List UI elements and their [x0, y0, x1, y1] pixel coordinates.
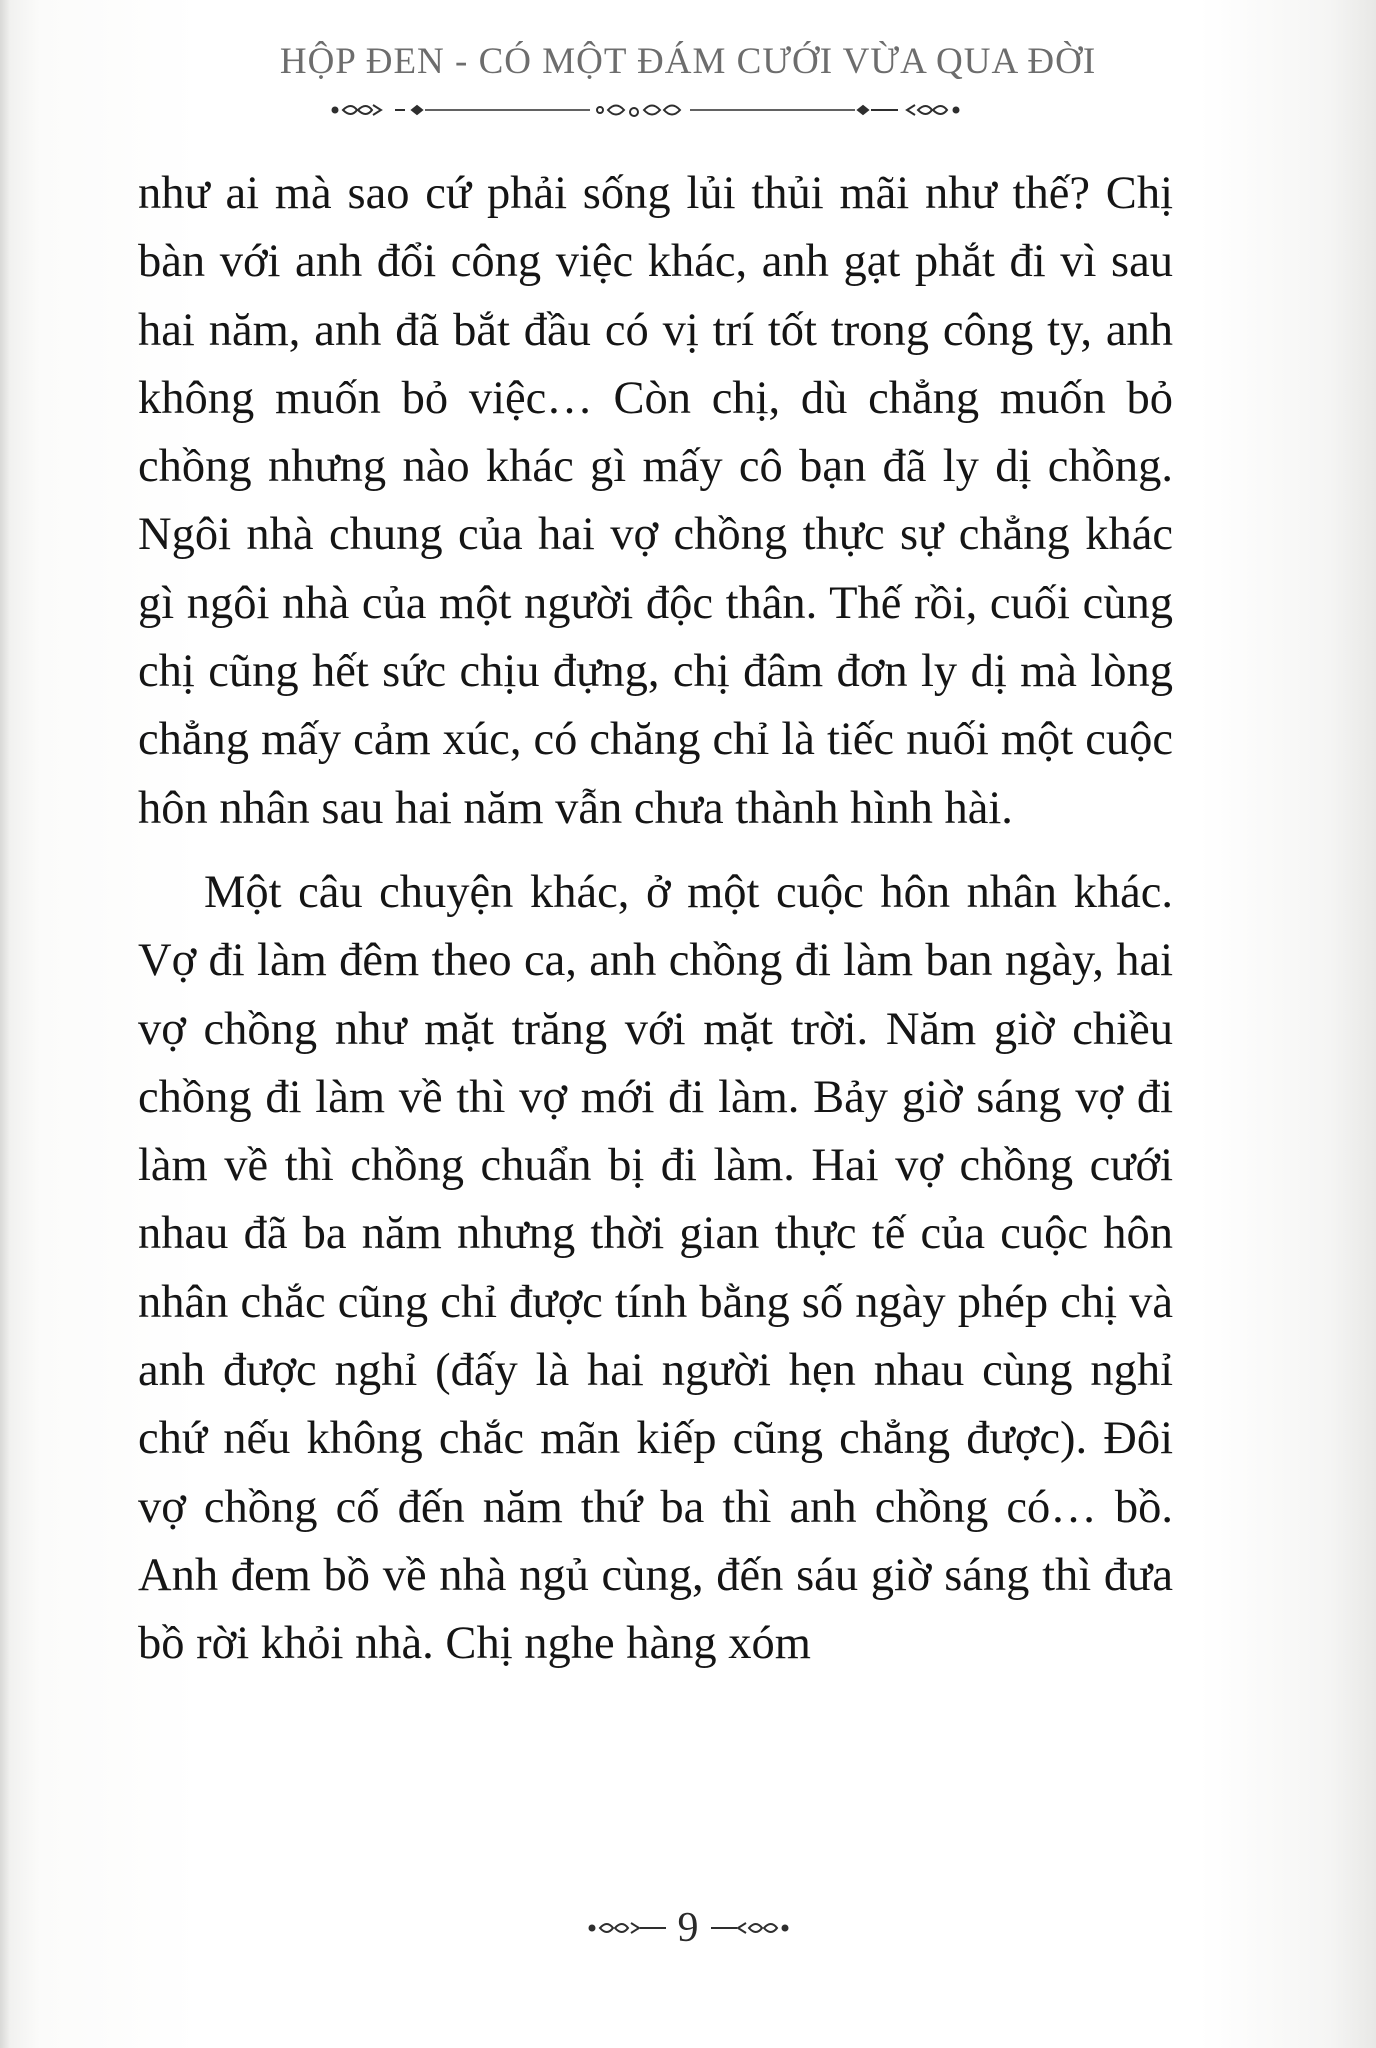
page-number: 9 — [677, 1905, 699, 1951]
running-header: HỘP ĐEN - CÓ MỘT ĐÁM CƯỚI VỪA QUA ĐỜI — [279, 41, 1097, 82]
page-gutter-shadow — [0, 0, 10, 2048]
center-ornament — [597, 106, 680, 117]
footer-right-flourish-icon — [709, 1916, 789, 1940]
left-diamond-ornament — [412, 106, 422, 114]
paragraph-continued: như ai mà sao cứ phải sống lủi thủi mãi như thế? Chị bàn với anh đổi công việc khác, anh gạt phắt đi vì sau hai năm, anh đã bắt đầu có vị trí tốt trong công ty, anh không muốn bỏ việc… Còn chị, dù chẳng muốn bỏ chồng nhưng nào khác gì mấy cô bạn đã ly dị chồng. Ngôi nhà chung của hai vợ chồng thực sự chẳng khác gì ngôi nhà của một người độc thân. Thế rồi, cuối cùng chị cũng hết sức chịu đựng, chị đâm đơn ly dị mà lòng chẳng mấy cảm xúc, có chăng chỉ là tiếc nuối một cuộc hôn nhân sau hai năm vẫn chưa thành hình hài. — [138, 168, 1173, 834]
paragraph-new-story: Một câu chuyện khác, ở một cuộc hôn nhân khác. Vợ đi làm đêm theo ca, anh chồng đi làm ban ngày, hai vợ chồng như mặt trăng với mặt trời. Năm giờ chiều chồng đi làm về thì vợ mới đi làm. Bảy giờ sáng vợ đi làm về thì chồng chuẩn bị đi làm. Hai vợ chồng cưới nhau đã ba năm nhưng thời gian thực tế của cuộc hôn nhân chắc cũng chỉ được tính bằng số ngày phép chị và anh được nghỉ (đấy là hai người hẹn nhau cùng nghỉ chứ nếu không chắc mãn kiếp cũng chẳng được). Đôi vợ chồng cố đến năm thứ ba thì anh chồng có… bồ. Anh đem bồ về nhà ngủ cùng, đến sáu giờ sáng thì đưa bồ rời khỏi nhà. Chị nghe hàng xóm — [138, 866, 1173, 1670]
footer-left-flourish-icon — [588, 1916, 668, 1940]
page-footer — [0, 1898, 1376, 1958]
body-text — [138, 160, 1173, 1679]
right-diamond-ornament — [858, 106, 868, 114]
header-ornament-rule — [0, 93, 1376, 127]
right-flourish-ornament — [907, 105, 959, 115]
left-flourish-ornament — [333, 105, 382, 115]
